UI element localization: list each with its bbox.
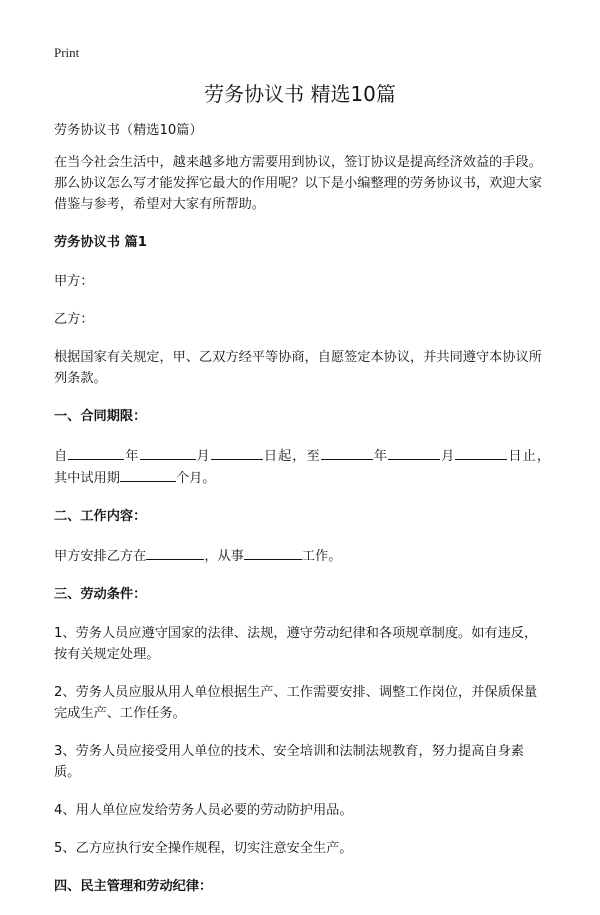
contract-term-line-2 <box>54 467 550 489</box>
term-day-to-label: 日起，至 <box>262 449 321 464</box>
term-year-label: 年 <box>124 449 140 464</box>
probation-blank <box>120 467 176 482</box>
term-end-year-label: 年 <box>372 449 389 464</box>
work-engage-label: ，从事 <box>204 549 244 564</box>
probation-label: 其中试用期 <box>54 471 120 486</box>
end-month-blank <box>388 445 440 460</box>
condition-item: 2、劳务人员应服从用人单位根据生产、工作需要安排、调整工作岗位，并保质保量完成生产、工作任务。 <box>54 685 538 721</box>
preamble-paragraph: 根据国家有关规定，甲、乙双方经平等协商，自愿签定本协议，并共同遵守本协议所列条款。 <box>54 350 542 386</box>
party-a-line: 甲方： <box>54 274 94 289</box>
article-heading: 劳务协议书 篇1 <box>54 235 147 250</box>
section-1-heading: 一、合同期限： <box>54 409 147 424</box>
work-suffix-label: 工作。 <box>301 549 342 564</box>
document-body <box>54 120 550 915</box>
contract-term-line-1 <box>54 445 550 467</box>
work-location-label: 甲方安排乙方在 <box>54 549 147 564</box>
term-from-label: 自 <box>54 449 69 464</box>
term-end-month-label: 月 <box>440 449 456 464</box>
work-content-line <box>54 545 550 567</box>
section-2-heading: 二、工作内容： <box>54 509 147 524</box>
term-month-label: 月 <box>195 449 211 464</box>
condition-item: 3、劳务人员应接受用人单位的技术、安全培训和法制法规教育，努力提高自身素质。 <box>54 744 524 780</box>
end-year-blank <box>321 445 373 460</box>
condition-item: 5、乙方应执行安全操作规程，切实注意安全生产。 <box>54 841 353 856</box>
document-subtitle: 劳务协议书（精选10篇） <box>54 123 203 138</box>
term-end-day-label: 日止， <box>507 449 551 464</box>
start-day-blank <box>211 445 263 460</box>
party-b-line: 乙方： <box>54 312 94 327</box>
work-location-blank <box>146 545 204 560</box>
condition-item: 4、用人单位应发给劳务人员必要的劳动防护用品。 <box>54 803 353 818</box>
end-day-blank <box>455 445 507 460</box>
print-link[interactable]: Print <box>54 45 80 60</box>
page-title: 劳务协议书 精选10篇 <box>204 82 396 106</box>
start-year-blank <box>68 445 124 460</box>
condition-item: 1、劳务人员应遵守国家的法律、法规，遵守劳动纪律和各项规章制度。如有违反，按有关规定处理。 <box>54 626 538 662</box>
section-3-heading: 三、劳动条件： <box>54 587 147 602</box>
probation-unit: 个月。 <box>175 471 216 486</box>
intro-paragraph: 在当今社会生活中，越来越多地方需要用到协议，签订协议是提高经济效益的手段。那么协议怎么写才能发挥它最大的作用呢？以下是小编整理的劳务协议书，欢迎大家借鉴与参考，希望对大家有所帮助。 <box>54 155 542 212</box>
work-type-blank <box>244 545 302 560</box>
start-month-blank <box>140 445 196 460</box>
section-4-heading: 四、民主管理和劳动纪律： <box>54 879 213 894</box>
